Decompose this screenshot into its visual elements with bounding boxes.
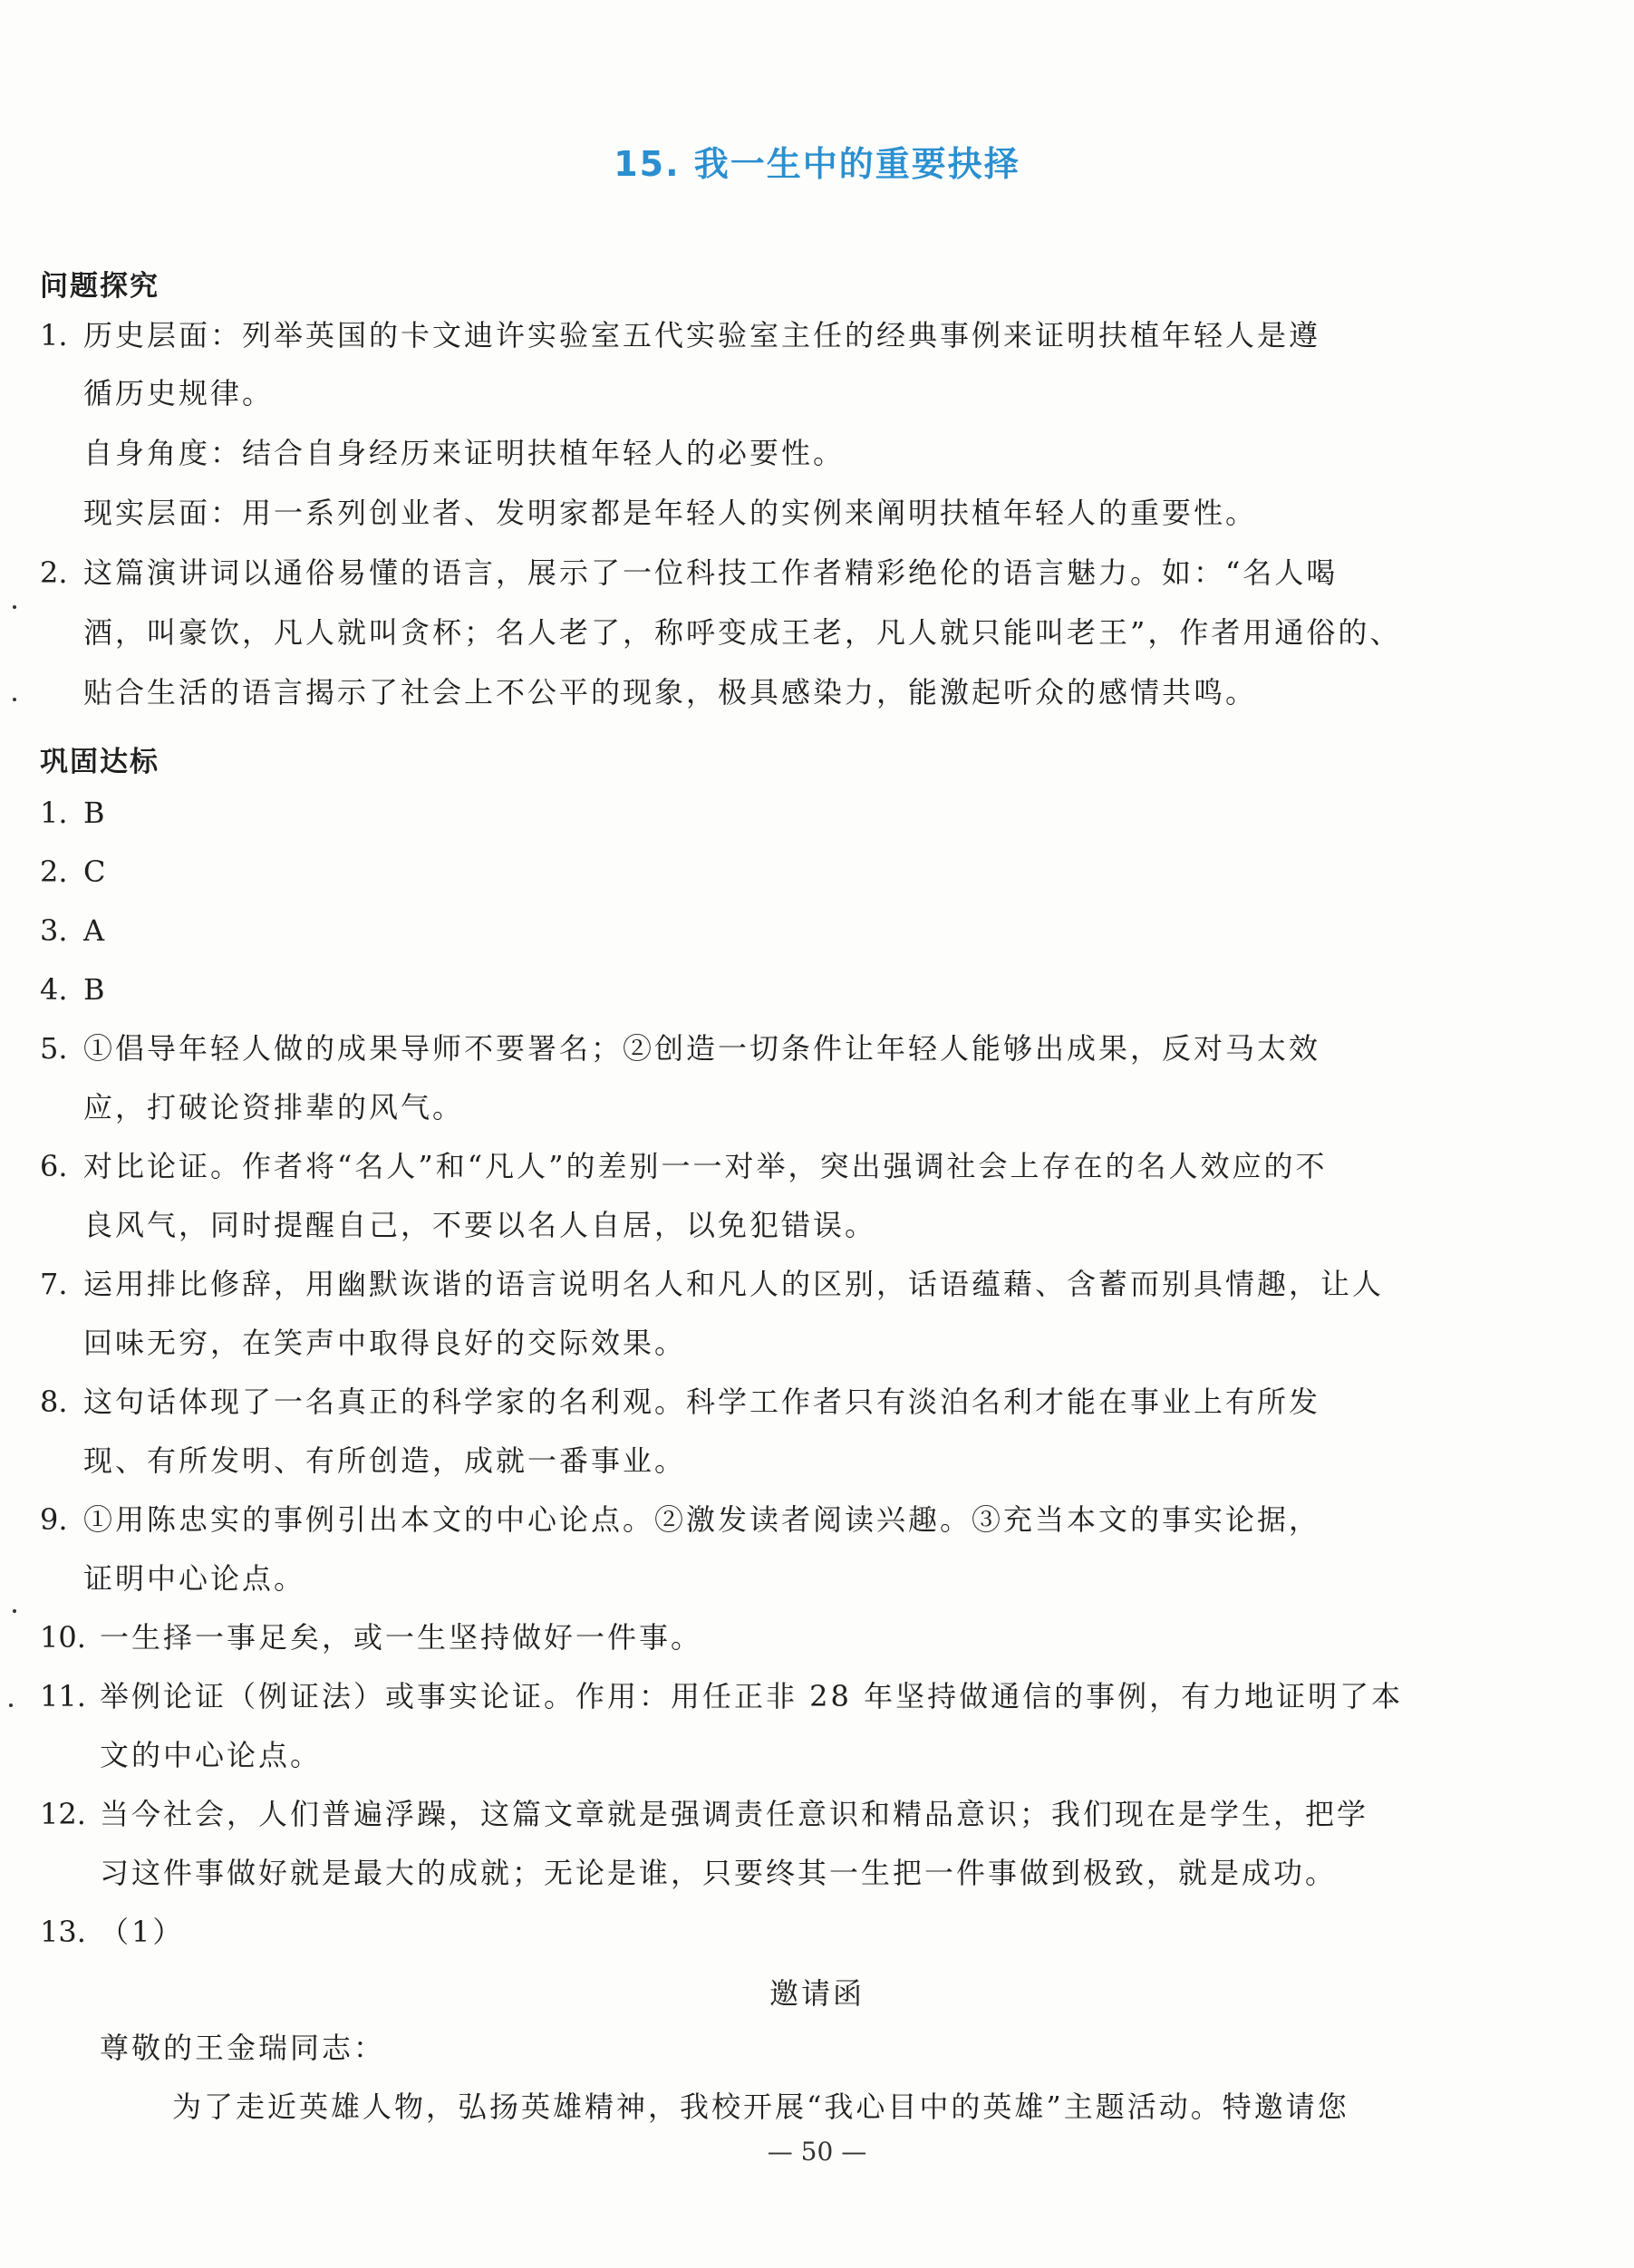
item-number: 10. (40, 1620, 86, 1655)
answer-line: 这篇演讲词以通俗易懂的语言，展示了一位科技工作者精彩绝伦的语言魅力。如：“名人喝 (83, 555, 1339, 590)
answer-line: 历史层面：列举英国的卡文迪许实验室五代实验室主任的经典事例来证明扶植年轻人是遵 (83, 318, 1321, 352)
letter-body: 为了走近英雄人物，弘扬英雄精神，我校开展“我心目中的英雄”主题活动。特邀请您 (172, 2089, 1349, 2124)
answer-line: 当今社会，人们普遍浮躁，这篇文章就是强调责任意识和精品意识；我们现在是学生，把学 (100, 1797, 1369, 1831)
answer-line: 举例论证（例证法）或事实论证。作用：用任正非 28 年坚持做通信的事例，有力地证明了本 (100, 1679, 1404, 1713)
item-number: 11. (40, 1679, 86, 1713)
letter-title: 邀请函 (769, 1976, 865, 2011)
answer-line: 循历史规律。 (83, 376, 275, 410)
scan-speck (13, 1609, 16, 1613)
answer-line: 自身角度：结合自身经历来证明扶植年轻人的必要性。 (83, 436, 846, 470)
answer-line: 现、有所发明、有所创造，成就一番事业。 (83, 1443, 687, 1478)
answer-line: ①用陈忠实的事例引出本文的中心论点。②激发读者阅读兴趣。③充当本文的事实论据， (83, 1502, 1321, 1537)
item-number: 5. (40, 1031, 68, 1066)
scan-speck (13, 698, 16, 701)
page-title: 15. 我一生中的重要抉择 (614, 144, 1020, 184)
item-number: 8. (40, 1385, 68, 1419)
answer-line: A (83, 913, 108, 948)
answer-line: 良风气，同时提醒自己，不要以名人自居，以免犯错误。 (83, 1208, 877, 1242)
item-number: 3. (40, 913, 68, 948)
answer-line: 贴合生活的语言揭示了社会上不公平的现象，极具感染力，能激起听众的感情共鸣。 (83, 675, 1258, 709)
answer-line: 证明中心论点。 (83, 1561, 306, 1596)
item-number: 12. (40, 1797, 86, 1831)
item-number: 2. (40, 854, 68, 889)
answer-line: 现实层面：用一系列创业者、发明家都是年轻人的实例来阐明扶植年轻人的重要性。 (83, 496, 1258, 530)
answer-line: 应，打破论资排辈的风气。 (83, 1090, 465, 1124)
scan-speck (9, 1703, 13, 1707)
answer-line: ①倡导年轻人做的成果导师不要署名；②创造一切条件让年轻人能够出成果，反对马太效 (83, 1031, 1321, 1066)
answer-line: 一生择一事足矣，或一生坚持做好一件事。 (100, 1620, 703, 1655)
answer-line: 运用排比修辞，用幽默诙谐的语言说明名人和凡人的区别，话语蕴藉、含蓄而别具情趣，让人 (83, 1267, 1385, 1301)
item-number: 13. (40, 1915, 86, 1949)
answer-line: 回味无穷，在笑声中取得良好的交际效果。 (83, 1326, 687, 1360)
item-number: 1. (40, 318, 68, 352)
page-number: — 50 — (767, 2137, 867, 2167)
answer-line: C (83, 854, 109, 889)
item-number: 6. (40, 1149, 68, 1183)
item-number: 9. (40, 1502, 68, 1537)
answer-line: B (83, 972, 108, 1007)
answer-line: 酒，叫豪饮，凡人就叫贪杯；名人老了，称呼变成王老，凡人就只能叫老王”，作者用通俗的、 (83, 615, 1402, 650)
answer-line: 这句话体现了一名真正的科学家的名利观。科学工作者只有淡泊名利才能在事业上有所发 (83, 1385, 1321, 1419)
item-number: 1. (40, 796, 68, 830)
scan-speck (13, 605, 16, 609)
answer-line: 习这件事做好就是最大的成就；无论是谁，只要终其一生把一件事做到极致，就是成功。 (100, 1856, 1338, 1890)
answer-line: 对比论证。作者将“名人”和“凡人”的差别一一对举，突出强调社会上存在的名人效应的不 (83, 1149, 1328, 1183)
answer-line: B (83, 796, 108, 830)
answer-line: 文的中心论点。 (100, 1738, 323, 1772)
item-number: 2. (40, 555, 68, 590)
answer-line: （1） (100, 1915, 185, 1949)
letter-salutation: 尊敬的王金瑞同志： (100, 2031, 386, 2065)
section-heading-consolidation: 巩固达标 (40, 746, 160, 778)
section-heading-inquiry: 问题探究 (40, 270, 160, 303)
item-number: 4. (40, 972, 68, 1007)
item-number: 7. (40, 1267, 68, 1301)
